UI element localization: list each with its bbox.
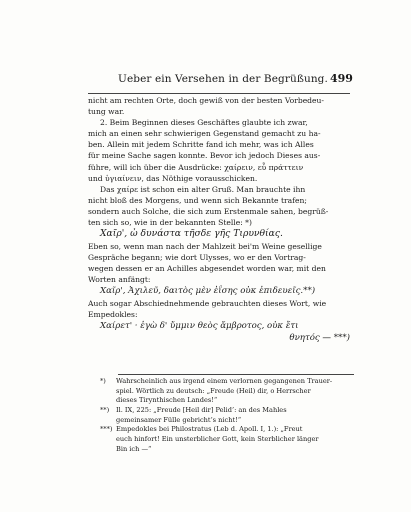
footnote-text: Wahrscheinlich aus irgend einem verlornen gegangenen Trauer- — [116, 377, 333, 385]
page-number: 499 — [330, 72, 353, 85]
header-rule — [88, 93, 350, 94]
footnote-marker: **) — [100, 406, 110, 415]
body-line: Worten anfängt: — [88, 275, 151, 284]
greek-quote: Χαίρετ' · ἐγὼ δ' ὔμμιν θεὸς ἄμβροτος, οὐκ ἔτι — [100, 320, 299, 331]
body-line: nicht bloß des Morgens, und wenn sich Bekannte trafen; — [88, 195, 307, 205]
footnote-rule — [118, 374, 354, 375]
body-line: ben. Allein mit jedem Schritte fand ich mehr, was ich Alles — [88, 140, 314, 150]
body-line: Empedokles: — [88, 309, 138, 319]
footnote-line — [100, 406, 354, 416]
body-line: Gespräche begann; wie dort Ulysses, wo er den Vortrag- — [88, 252, 306, 262]
body-line: ten sich so, wie in der bekannten Stelle: *) — [88, 218, 252, 228]
footnote-text: Empedokles bei Philostratus (Leb d. Apoll. I, 1.): „Freut — [116, 425, 303, 434]
greek-quote: Χαῖρ', Ἀχιλεῦ, δαιτὸς μὲν ἐΐσης οὐκ ἐπιδευεῖς.**) — [100, 286, 316, 297]
body-line: nicht am rechten Orte, doch gewiß von der besten Vorbedeu- — [88, 96, 324, 105]
body-line: tung war. — [88, 107, 125, 117]
body-line: 2. Beim Beginnen dieses Geschäftes glaubte ich zwar, — [100, 118, 308, 128]
body-line: Eben so, wenn man nach der Mahlzeit bei'm Weine gesellige — [88, 241, 322, 251]
footnote-marker: ***) — [100, 425, 113, 434]
footnote-line: spiel. Wörtlich zu deutsch: „Freude (Heil) dir, o Herrscher — [116, 386, 311, 395]
body-line: führe, will ich über die Ausdrücke: χαίρειν, εὖ πράττειν — [88, 162, 304, 172]
footnote-marker: *) — [100, 377, 106, 385]
body-line: wegen dessen er an Achilles abgesendet worden war, mit den — [88, 263, 326, 273]
greek-quote: Χαῖρ', ὦ δυνάστα τῆσδε γῆς Τιρυνθίας. — [100, 228, 283, 240]
footnote-line — [100, 425, 354, 435]
footnote-line — [100, 377, 354, 387]
footnote-line: Bin ich —“ — [116, 444, 152, 453]
body-text — [88, 95, 354, 345]
footnote-line: gemeinsamer Fülle gebricht’s nicht!“ — [116, 415, 242, 424]
footnote-text: Il. IX, 225: „Freude [Heil dir] Pelid’: an des Mahles — [116, 406, 287, 415]
footnotes — [100, 377, 354, 455]
greek-quote-continuation: θνητός — ***) — [289, 333, 350, 344]
footnote-line: euch hinfort! Ein unsterblicher Gott, kein Sterblicher länger — [116, 435, 319, 444]
body-line: für meine Sache sagen konnte. Bevor ich jedoch Dieses aus- — [88, 151, 321, 161]
running-header: Ueber ein Versehen in der Begrüßung. — [118, 73, 328, 85]
footnote-line: dieses Tirynthischen Landes!“ — [116, 396, 218, 405]
body-line: Das χαίρε ist schon ein alter Gruß. Man brauchte ihn — [100, 184, 306, 194]
body-line: und ὑγιαίνειν, das Nöthige vorausschicken. — [88, 173, 258, 183]
body-line: sondern auch Solche, die sich zum Erstenmale sahen, begrüß- — [88, 206, 329, 216]
body-line: mich an einen sehr schwierigen Gegenstand gemacht zu ha- — [88, 129, 321, 139]
body-line: Auch sogar Abschiednehmende gebrauchten dieses Wort, wie — [88, 298, 327, 308]
